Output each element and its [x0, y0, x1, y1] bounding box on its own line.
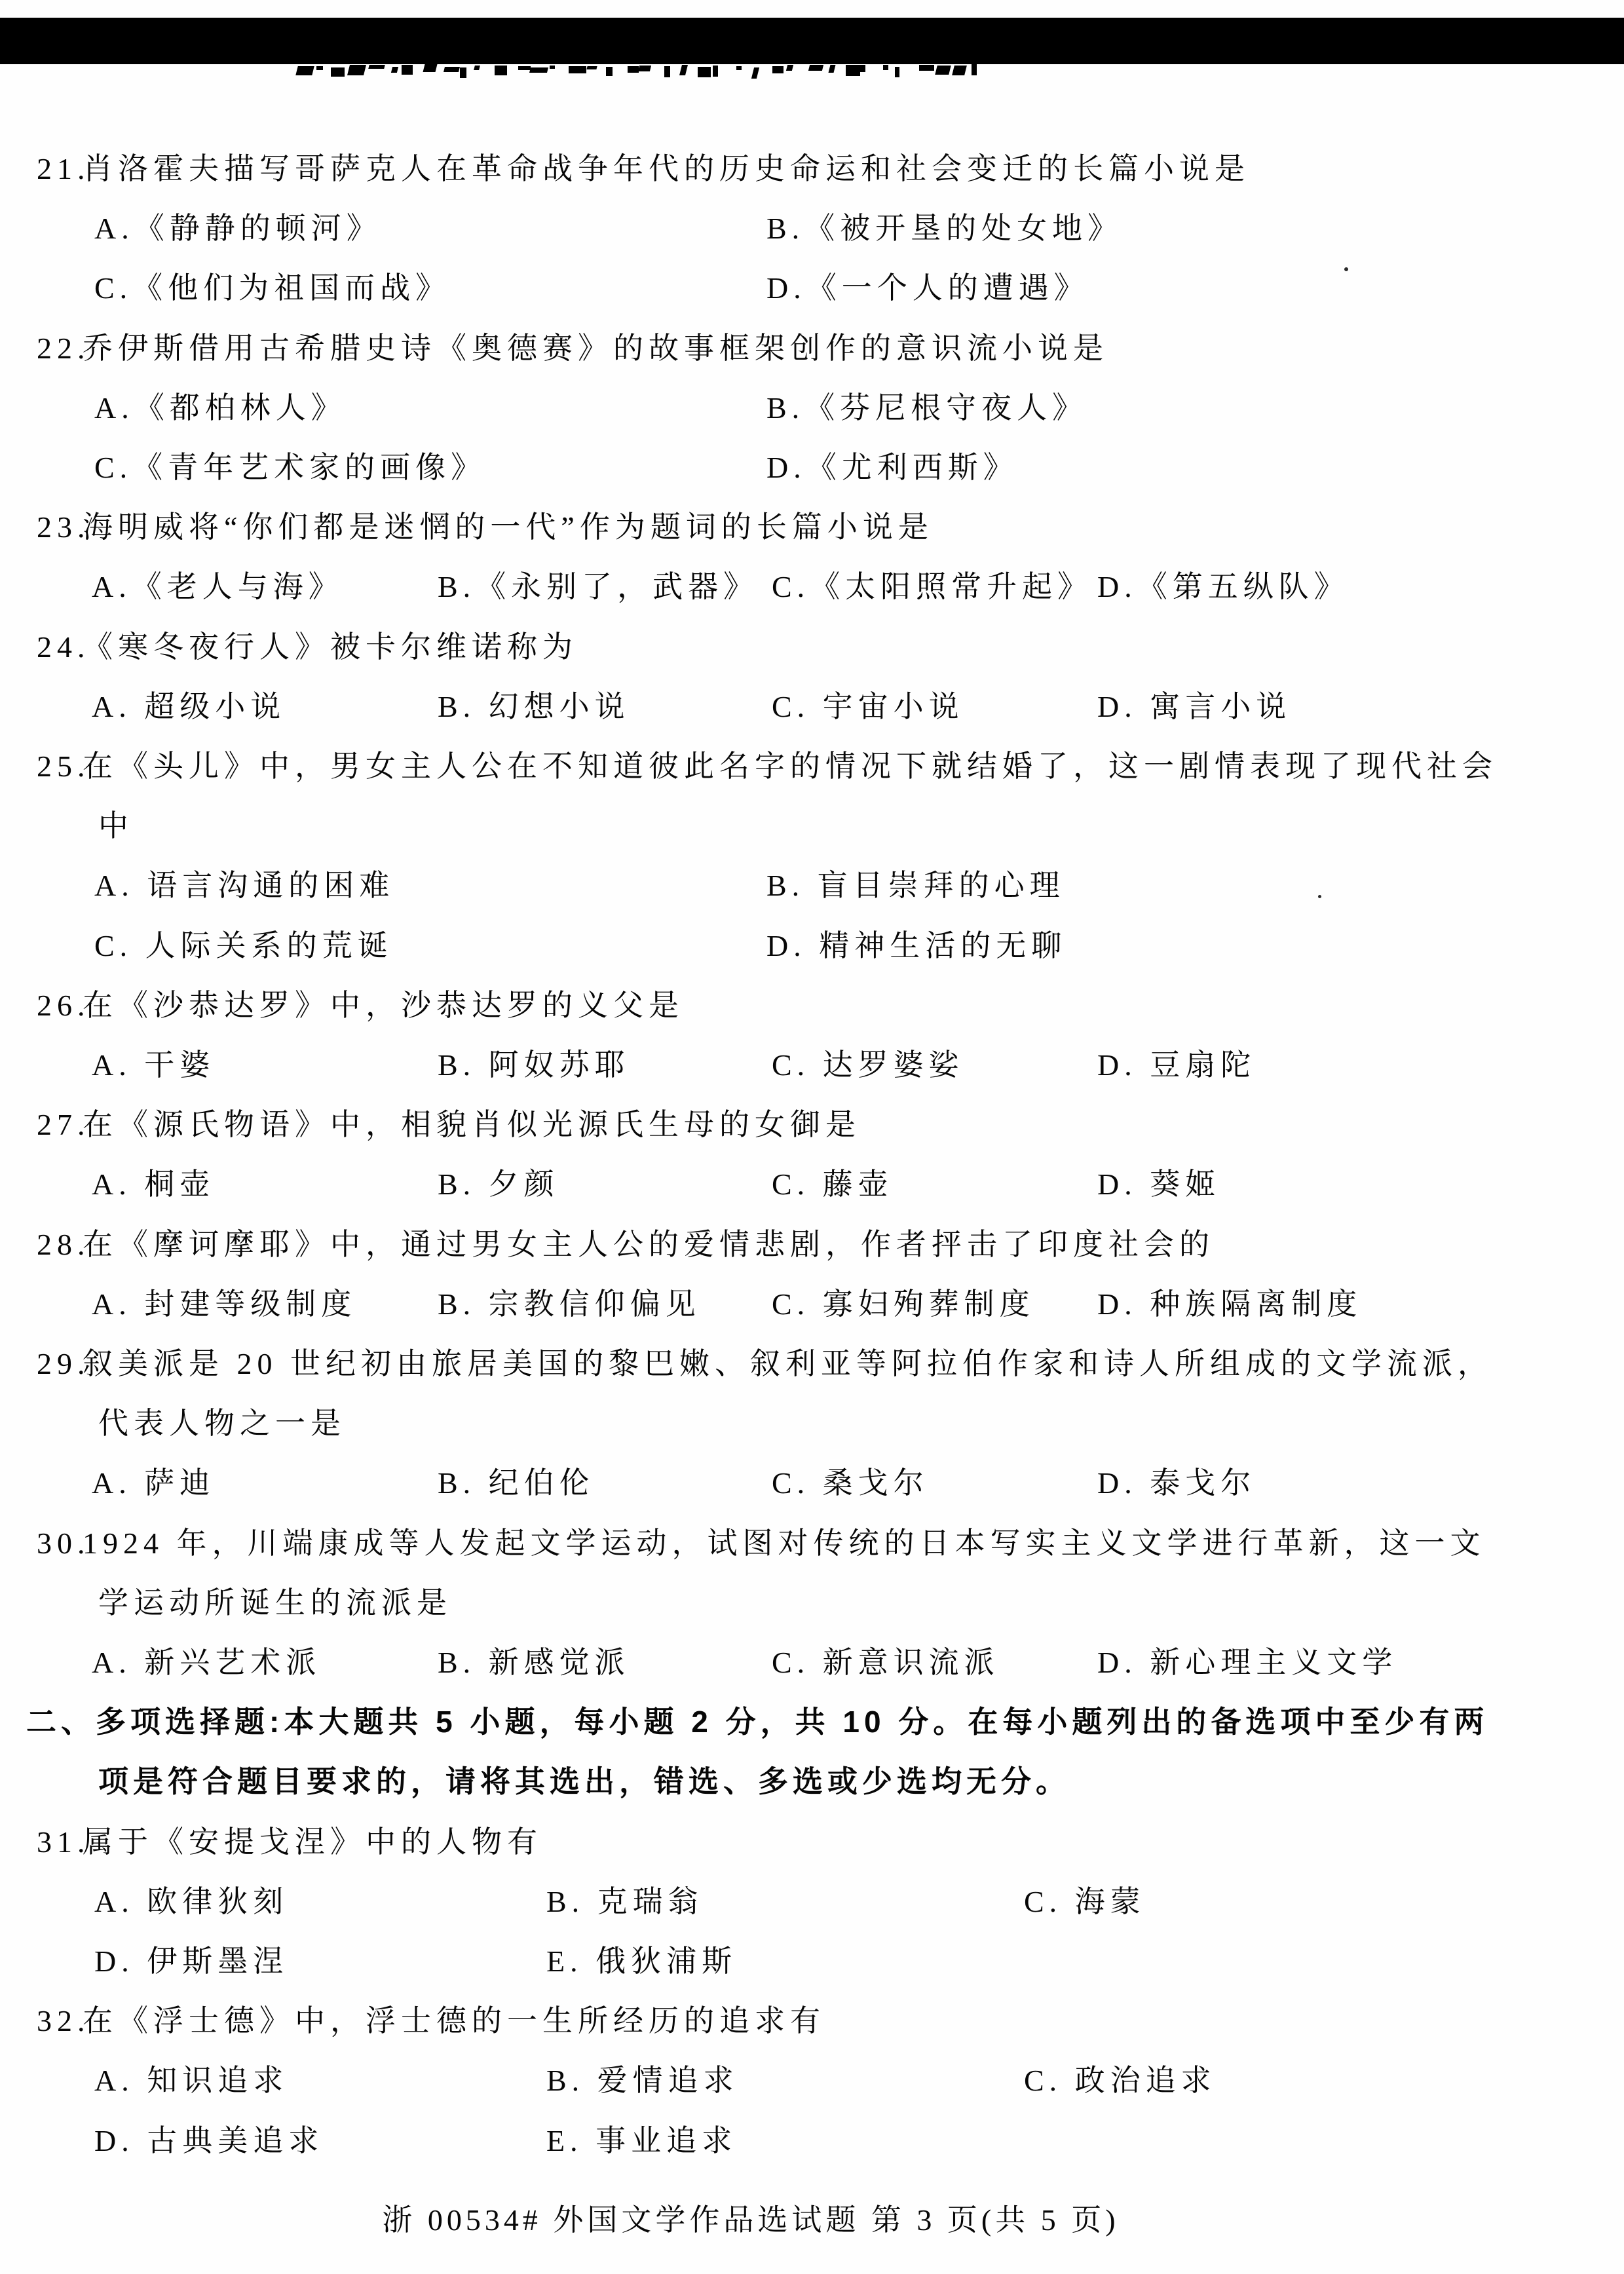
scan-artifact-fragment — [606, 67, 613, 76]
page-footer: 浙 00534# 外国文学作品选试题 第 3 页(共 5 页) — [382, 2203, 1120, 2237]
option-label: C. 藤壶 — [772, 1167, 894, 1202]
option-label: A. 萨迪 — [92, 1466, 216, 1500]
option-label: A. 知识追求 — [94, 2064, 289, 2098]
question-number: 32. — [37, 2004, 90, 2038]
text-row — [0, 557, 1624, 616]
option-label: A. 新兴艺术派 — [92, 1646, 322, 1679]
text-row — [0, 1334, 1624, 1393]
option-label: C.《青年艺术家的画像》 — [94, 451, 487, 484]
text-row — [0, 976, 1624, 1035]
scan-artifact-fragment — [679, 65, 688, 75]
option-label: D.《第五纵队》 — [1097, 570, 1350, 604]
option-label: B.《永别了，武器》 — [438, 570, 759, 604]
scan-artifact-fragment — [402, 65, 413, 75]
question-number: 31. — [37, 1825, 90, 1859]
text-row — [0, 497, 1624, 557]
text-row — [0, 2111, 1624, 2170]
option-label: C.《太阳照常升起》 — [772, 570, 1093, 604]
text-row — [0, 1633, 1624, 1692]
question-stem-line: 在《沙恭达罗》中，沙恭达罗的义父是 — [83, 988, 684, 1022]
text-row — [0, 1035, 1624, 1095]
scan-artifact-fragment — [808, 65, 823, 71]
scan-artifact-fragment — [460, 67, 466, 78]
text-row — [0, 916, 1624, 976]
option-label: B.《芬尼根守夜人》 — [766, 390, 1088, 425]
question-number: 26. — [37, 988, 90, 1022]
text-row — [0, 1872, 1624, 1931]
option-label: D. 豆扇陀 — [1097, 1048, 1256, 1082]
scan-artifact-fragment — [628, 66, 639, 73]
question-stem-line: 《寒冬夜行人》被卡尔维诺称为 — [83, 630, 578, 664]
option-label: B. 纪伯伦 — [438, 1466, 595, 1500]
option-label: C. 海蒙 — [1024, 1884, 1146, 1918]
scan-artifact-fragment — [529, 67, 548, 73]
option-label: D. 葵姬 — [1097, 1167, 1221, 1202]
option-label: D. 泰戈尔 — [1097, 1466, 1256, 1500]
scan-artifact-fragment — [391, 67, 398, 73]
option-label: A. 干婆 — [92, 1048, 216, 1082]
text-row — [0, 139, 1624, 199]
option-label: B.《被开垦的处女地》 — [766, 212, 1124, 246]
text-row — [0, 199, 1624, 258]
scan-artifact-fragment — [569, 66, 586, 73]
question-stem-line: 在《源氏物语》中，相貌肖似光源氏生母的女御是 — [83, 1108, 861, 1142]
option-label: C.《他们为祖国而战》 — [94, 271, 451, 305]
text-row — [0, 1393, 1624, 1453]
question-stem-line: 肖洛霍夫描写哥萨克人在革命战争年代的历史命运和社会变迁的长篇小说是 — [83, 152, 1250, 185]
scan-artifact-fragment — [331, 67, 345, 77]
scan-artifact-fragment — [444, 67, 460, 72]
scan-artifact-fragment — [586, 66, 597, 69]
option-label: C. 桑戈尔 — [772, 1466, 929, 1500]
text-row — [0, 1215, 1624, 1274]
scan-artifact-fragment — [713, 66, 718, 77]
question-number: 23. — [37, 510, 90, 544]
text-row — [0, 1573, 1624, 1633]
option-label: B. 幻想小说 — [438, 689, 630, 723]
option-label: A. 桐壶 — [92, 1167, 216, 1202]
scan-artifact-fragment — [295, 66, 314, 75]
option-label: E. 俄狄浦斯 — [546, 1944, 738, 1978]
scan-artifact-fragment — [858, 65, 865, 72]
scan-artifact-fragment — [935, 66, 951, 75]
text-row — [0, 378, 1624, 438]
option-label: D.《尤利西斯》 — [766, 451, 1019, 484]
option-label: D. 精神生活的无聊 — [766, 928, 1067, 962]
option-label: A.《老人与海》 — [92, 570, 344, 604]
scan-artifact-fragment — [347, 65, 366, 75]
option-label: C. 寡妇殉葬制度 — [772, 1287, 1035, 1321]
option-label: A. 超级小说 — [92, 689, 286, 723]
section-header-line: 二、多项选择题:本大题共 5 小题，每小题 2 分，共 10 分。在每小题列出的备选项中至少有两 — [26, 1705, 1489, 1739]
text-row — [0, 318, 1624, 378]
text-row — [0, 1812, 1624, 1872]
scan-artifact-fragment — [495, 66, 507, 75]
scan-artifact-fragment — [883, 65, 888, 70]
question-stem-line: 海明威将“你们都是迷惘的一代”作为题词的长篇小说是 — [83, 510, 934, 544]
question-number: 21. — [37, 152, 90, 185]
scan-artifact-fragment — [518, 66, 531, 70]
option-label: D. 新心理主义文学 — [1097, 1646, 1398, 1679]
text-row — [0, 438, 1624, 497]
option-label: C. 新意识流派 — [772, 1646, 1000, 1679]
question-number: 28. — [37, 1227, 90, 1261]
question-stem-line: 代表人物之一是 — [98, 1407, 346, 1441]
option-label: B. 阿奴苏耶 — [438, 1048, 630, 1082]
option-label: A. 语言沟通的困难 — [94, 869, 395, 903]
text-row — [0, 796, 1624, 856]
option-label: B. 爱情追求 — [546, 2064, 739, 2098]
question-stem-line: 属于《安提戈涅》中的人物有 — [83, 1825, 542, 1859]
option-label: B. 宗教信仰偏见 — [438, 1287, 701, 1321]
question-stem-line: 中 — [98, 809, 134, 843]
option-label: C. 宇宙小说 — [772, 689, 964, 723]
question-stem-line: 在《浮士德》中，浮士德的一生所经历的追求有 — [83, 2004, 825, 2038]
scan-artifact-fragment — [423, 64, 438, 72]
question-stem-line: 1924 年，川端康成等人发起文学运动，试图对传统的日本写实主义文学进行革新，这一文 — [83, 1526, 1486, 1560]
scan-artifact-fragment — [772, 66, 784, 73]
question-number: 25. — [37, 749, 90, 783]
question-number: 27. — [37, 1108, 90, 1142]
option-label: A. 封建等级制度 — [92, 1287, 357, 1321]
question-stem-line: 在《头儿》中，男女主人公在不知道彼此名字的情况下就结婚了，这一剧情表现了现代社会 — [83, 749, 1498, 783]
text-row — [0, 1931, 1624, 1991]
text-row — [0, 856, 1624, 915]
question-number: 22. — [37, 331, 90, 365]
text-row — [0, 2051, 1624, 2110]
scan-artifact-fragment — [638, 66, 651, 71]
option-label: D.《一个人的遭遇》 — [766, 271, 1089, 305]
scan-artifact-fragment — [736, 66, 742, 70]
scan-artifact-fragment — [664, 66, 670, 77]
scan-artifact-fragment — [786, 65, 793, 71]
scan-artifact-fragment — [550, 66, 555, 69]
text-row — [0, 1095, 1624, 1154]
scan-artifact-fragments — [0, 64, 1624, 81]
text-row — [0, 617, 1624, 677]
question-stem-line: 乔伊斯借用古希腊史诗《奥德赛》的故事框架创作的意识流小说是 — [83, 331, 1108, 365]
question-stem-line: 学运动所诞生的流派是 — [98, 1585, 452, 1620]
text-row — [0, 1692, 1624, 1752]
scan-artifact-fragment — [952, 66, 967, 75]
scan-artifact-fragment — [368, 65, 385, 69]
scan-artifact-fragment — [895, 67, 899, 77]
option-label: B. 夕颜 — [438, 1167, 559, 1202]
option-label: E. 事业追求 — [546, 2123, 738, 2157]
section-header-line: 项是符合题目要求的，请将其选出，错选、多选或少选均无分。 — [98, 1764, 1070, 1799]
text-row — [0, 1513, 1624, 1573]
option-label: C. 政治追求 — [1024, 2064, 1217, 2098]
scan-speck — [1318, 895, 1321, 898]
question-number: 30. — [37, 1526, 90, 1560]
scan-artifact-fragment — [751, 67, 759, 79]
scan-artifact-fragment — [474, 66, 480, 70]
option-label: A. 欧律狄刻 — [94, 1884, 289, 1918]
scan-artifact-fragment — [698, 67, 711, 77]
question-stem-line: 叙美派是 20 世纪初由旅居美国的黎巴嫩、叙利亚等阿拉伯作家和诗人所组成的文学流派， — [83, 1347, 1493, 1380]
option-label: B. 新感觉派 — [438, 1646, 630, 1679]
option-label: C. 达罗婆娑 — [772, 1048, 964, 1082]
text-row — [0, 1453, 1624, 1513]
text-row — [0, 1752, 1624, 1811]
option-label: B. 盲目崇拜的心理 — [766, 869, 1065, 903]
option-label: C. 人际关系的荒诞 — [94, 928, 393, 962]
scan-speck — [1344, 267, 1348, 271]
scan-artifact-fragment — [919, 65, 934, 71]
text-row — [0, 677, 1624, 736]
option-label: D. 伊斯墨涅 — [94, 1944, 289, 1978]
text-row — [0, 1991, 1624, 2051]
question-number: 29. — [37, 1347, 90, 1380]
option-label: D. 寓言小说 — [1097, 689, 1292, 723]
scan-artifact-fragment — [316, 66, 323, 70]
text-row — [0, 736, 1624, 796]
scan-redaction-bar — [0, 18, 1624, 64]
option-label: A.《静静的顿河》 — [94, 212, 382, 246]
scan-artifact-fragment — [972, 64, 977, 75]
text-row — [0, 258, 1624, 318]
text-row — [0, 1274, 1624, 1334]
question-stem-line: 在《摩诃摩耶》中，通过男女主人公的爱情悲剧，作者抨击了印度社会的 — [83, 1227, 1215, 1261]
option-label: A.《都柏林人》 — [94, 390, 347, 425]
text-row — [0, 1154, 1624, 1214]
scan-artifact-fragment — [829, 65, 836, 73]
option-label: D. 种族隔离制度 — [1097, 1287, 1363, 1321]
question-number: 24. — [37, 630, 90, 664]
option-label: B. 克瑞翁 — [546, 1884, 704, 1918]
option-label: D. 古典美追求 — [94, 2123, 324, 2157]
